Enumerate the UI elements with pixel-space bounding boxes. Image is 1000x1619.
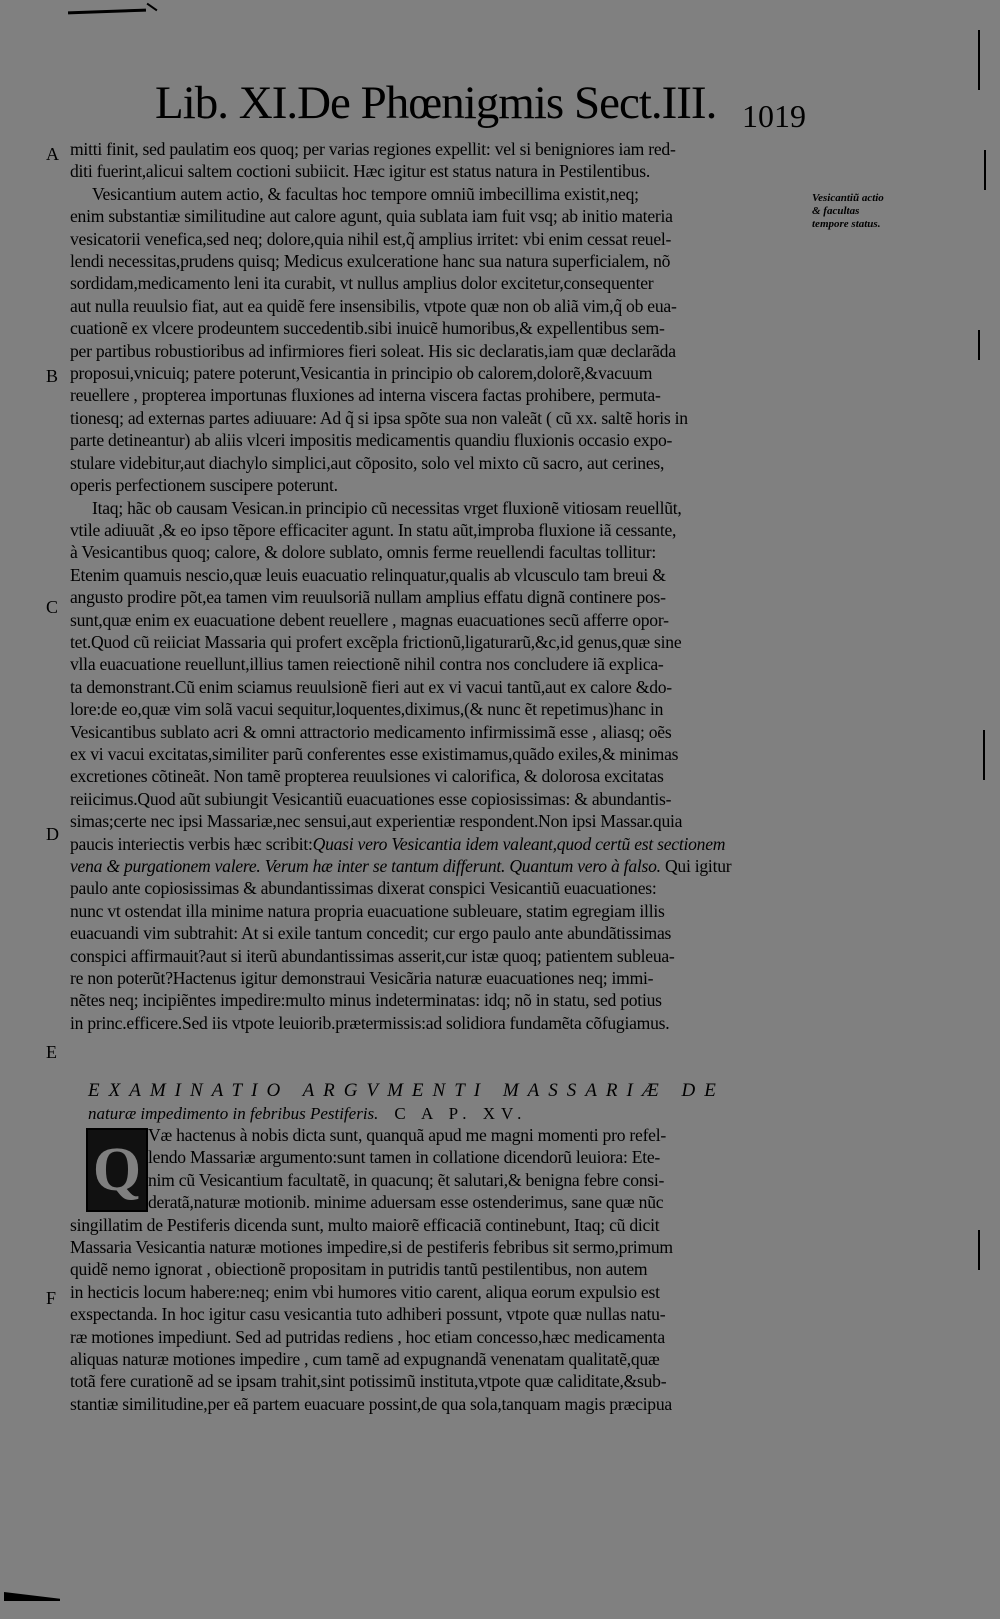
margin-section-letters bbox=[0, 0, 70, 1619]
text-line: operis perfectionem suscipere poterunt. bbox=[70, 475, 338, 496]
text-line: ræ motiones impediunt. Sed ad putridas rediens , hoc etiam concesso,hæc medicamenta bbox=[70, 1326, 665, 1347]
text-line: tionesq; ad externas partes adiuuare: Ad q̃ si ipsa spõte sua non valeãt ( cũ xx. saltẽ horis in bbox=[70, 407, 688, 428]
italic-quote: vena & purgationem valere. Verum hæ inter se tantum differunt. Quantum vero à falso. bbox=[70, 856, 661, 876]
text-line: vesicatorii venefica,sed neq; dolore,quia nihil est,q̃ amplius irritet: vbi enim cessat reuel- bbox=[70, 228, 672, 249]
text-run: paucis interiectis verbis hæc scribit: bbox=[70, 833, 313, 854]
text-line: simas;certe nec ipsi Massariæ,nec sensui,aut experientiæ respondent.Non ipsi Massar.quia bbox=[70, 811, 683, 832]
text-line: reuellere , propterea importunas fluxiones ad interna viscera factas prohibere, permuta- bbox=[70, 385, 661, 406]
text-line: enim substantiæ similitudine aut calore agunt, quia sublata iam fuit vsq; ab initio materia bbox=[70, 206, 673, 227]
text-line: lore:de eo,quæ vim solã vacui sequitur,loquentes,diximus,(& nunc ẽt repetimus)hanc in bbox=[70, 699, 664, 720]
text-line: paulo ante copiosissimas & abundantissimas dixerat conspici Vesicantiũ euacuationes: bbox=[70, 878, 657, 899]
text-line: reiicimus.Quod aũt subiungit Vesicantiũ euacuationes esse copiosissimas: & abundantis- bbox=[70, 788, 672, 809]
margin-letter-a: A bbox=[46, 144, 59, 164]
margin-letter-e: E bbox=[46, 1042, 57, 1062]
text-line: sunt,quæ enim ex euacuatione debent reuellere , magnas euacuationes secũ afferre opor- bbox=[70, 609, 669, 630]
text-line: lendo Massariæ argumento:sunt tamen in collatione dicendorũ leuiora: Ete- bbox=[148, 1147, 661, 1168]
text-line: in princ.efficere.Sed iis vtpote leuiorib.prætermissis:ad solidiora fundamẽta cõfugiamus. bbox=[70, 1012, 670, 1033]
text-line: parte detineantur) ab aliis vlceri impositis medicamentis quandiu fluxionis occasio expo- bbox=[70, 430, 673, 451]
text-line: Vesicantium autem actio, & facultas hoc tempore omniũ imbecillima existit,neq; bbox=[92, 183, 639, 204]
text-line: Etenim quamuis nescio,quæ leuis euacuatio relinquatur,qualis ab vlcusculo tam breui & bbox=[70, 564, 666, 585]
text-line: in hecticis locum habere:neq; enim vbi humores vitio carent, aliqua eorum expulsio est bbox=[70, 1281, 660, 1302]
chapter-subtitle bbox=[88, 1104, 818, 1124]
text-line: excretiones cõtineãt. Non tamẽ propterea reuulsiones vi calorifica, & dolorosa excitatas bbox=[70, 766, 664, 787]
margin-letter-d: D bbox=[46, 824, 59, 844]
text-line-with-quote bbox=[70, 833, 815, 855]
page-edge-marks bbox=[978, 30, 992, 1590]
text-line: conspici affirmauit?aut si iterũ abundantissimas asserit,cur istæ quoq; patientem subleua- bbox=[70, 945, 675, 966]
text-line: nẽtes neq; incipiẽntes impedire:multo minus indeterminatas: idq; nõ in statu, sed potius bbox=[70, 990, 662, 1011]
chapter-title: EXAMINATIO ARGVMENTI MASSARIÆ DE bbox=[88, 1080, 725, 1101]
text-line: ex vi vacui excitatas,similiter parũ conferentes esse existimamus,quãdo exiles,& minimas bbox=[70, 743, 679, 764]
body-text bbox=[70, 138, 815, 1034]
text-line: angusto prodire põt,ea tamen vim reuulsoriã nullam amplius effatu dignã continere pos- bbox=[70, 587, 666, 608]
top-rule-mark bbox=[68, 9, 146, 15]
text-line: ta demonstrant.Cũ enim sciamus reuulsionẽ fieri aut ex vi vacui tantũ,aut ex calore &do- bbox=[70, 676, 672, 697]
page-number: 1019 bbox=[742, 98, 806, 134]
text-line: re non poterũt?Hactenus igitur demonstraui Vesicãria naturæ euacuationes neq; immi- bbox=[70, 968, 654, 989]
drop-cap-initial: Q bbox=[86, 1128, 148, 1212]
chapter-body-text bbox=[70, 1124, 815, 1415]
margin-letter-c: C bbox=[46, 597, 59, 617]
text-line: à Vesicantibus quoq; calore, & dolore sublato, omnis ferme reuellendi facultas tollitur: bbox=[70, 542, 656, 563]
text-line: euacuandi vim subtrahit: At si exile tantum concedit; cur ergo paulo ante abundãtissimas bbox=[70, 923, 672, 944]
text-line: exspectanda. In hoc igitur casu vesicantia tuto adhiberi possunt, vtpote quæ nullas natu- bbox=[70, 1304, 666, 1325]
text-line: totã fere curationẽ ad se ipsam trahit,sint potissimũ instituta,vtpote quæ caliditate,&sub- bbox=[70, 1371, 667, 1392]
text-line: aut nulla reuulsio fiat, aut ea quidẽ fere insensibilis, vtpote quæ non ob aliã vim,q̃ ob eua- bbox=[70, 295, 677, 316]
margin-letter-f: F bbox=[46, 1288, 57, 1308]
text-line: Væ hactenus à nobis dicta sunt, quanquã apud me magni momenti pro refel- bbox=[148, 1125, 666, 1145]
text-line-with-quote bbox=[70, 855, 815, 877]
text-line: diti fuerint,alicui saltem coctioni subiicit. Hæc igitur est status natura in Pestilentibus. bbox=[70, 161, 650, 182]
italic-quote: Quasi vero Vesicantia idem valeant,quod certũ est sectionem bbox=[312, 833, 726, 854]
text-line: per partibus robustioribus ad infirmiores fieri soleat. His sic declaratis,iam quæ declarãda bbox=[70, 340, 676, 361]
text-line: singillatim de Pestiferis dicenda sunt, multo maiorẽ efficaciã continebunt, Itaq; cũ dicit bbox=[70, 1214, 660, 1235]
text-line: aliquas naturæ motiones impedire , cum tamẽ ad expugnandã venenatam qualitatẽ,quæ bbox=[70, 1349, 660, 1370]
text-line: Vesicantibus sublato acri & omni attractorio medicamento infirmissimã esse , aliasq; oẽs bbox=[70, 721, 672, 742]
running-title: Lib. XI.De Phœnigmis Sect.III. bbox=[155, 77, 717, 129]
text-line: mitti finit, sed paulatim eos quoq; per varias regiones expellit: vel si benigniores iam red- bbox=[70, 139, 676, 159]
chapter-subtitle-text: naturæ impedimento in febribus Pestiferis. bbox=[88, 1104, 379, 1123]
text-line: Itaq; hãc ob causam Vesican.in principio cũ necessitas vrget fluxionẽ vitiosam reuellũt, bbox=[92, 497, 682, 518]
text-line: vlla euacuatione reuellunt,illius tamen reiectionẽ nihil contra nos concludere iã explica- bbox=[70, 654, 664, 675]
text-line: stantiæ similitudine,per eã partem euacuare possint,de qua sola,tanquam magis præcipua bbox=[70, 1393, 672, 1414]
text-line: lendi necessitas,prudens quisq; Medicus exulceratione hanc sua natura superficialem, nõ bbox=[70, 251, 671, 272]
text-line: proposui,vnicuiq; patere poterunt,Vesicantia in principio ob calorem,dolorẽ,&vacuum bbox=[70, 363, 653, 384]
text-line: nunc vt ostendat illa minime natura propria euacuatione subleuare, statim egregiam illis bbox=[70, 900, 665, 921]
text-line: nim cũ Vesicantium facultatẽ, in quacunq; ẽt salutari,& benigna febre consi- bbox=[148, 1169, 665, 1190]
margin-letter-b: B bbox=[46, 366, 59, 386]
margin-note: Vesicantiũ actio & facultas tempore status. bbox=[812, 192, 884, 230]
chapter-heading bbox=[88, 1080, 818, 1124]
text-line: stulare videbitur,aut diachylo simplici,aut cõposito, solo vel mixto cũ sacro, aut cerines, bbox=[70, 452, 665, 473]
text-line: quidẽ nemo ignorat , obiectionẽ propositam in putridis tantũ pestilentibus, non autem bbox=[70, 1259, 648, 1280]
top-rule-tick bbox=[147, 3, 158, 12]
text-line: vtile adiuuãt ,& eo ipso tẽpore efficaciter agunt. In statu aũt,improba fluxione iã cessante, bbox=[70, 519, 677, 540]
text-line: tet.Quod cũ reiiciat Massaria qui profert excẽpla frictionũ,ligaturarũ,&c,id genus,quæ sine bbox=[70, 631, 682, 652]
text-line: sordidam,medicamento leni ita curabit, vt nullus amplius dolor excitetur,consequenter bbox=[70, 273, 654, 294]
text-line: Massaria Vesicantia naturæ motiones impedire,si de pestiferis febribus sit sermo,primum bbox=[70, 1237, 673, 1258]
chapter-number: C A P. XV. bbox=[394, 1104, 528, 1123]
text-line: cuationẽ ex vlcere prodeuntem succedentib.sibi inuicẽ humoribus,& expellentibus sem- bbox=[70, 318, 665, 339]
text-line: deratã,naturæ motionib. minime aduersam esse ostenderimus, sane quæ nũc bbox=[148, 1192, 664, 1213]
text-run: Qui igitur bbox=[664, 856, 732, 876]
